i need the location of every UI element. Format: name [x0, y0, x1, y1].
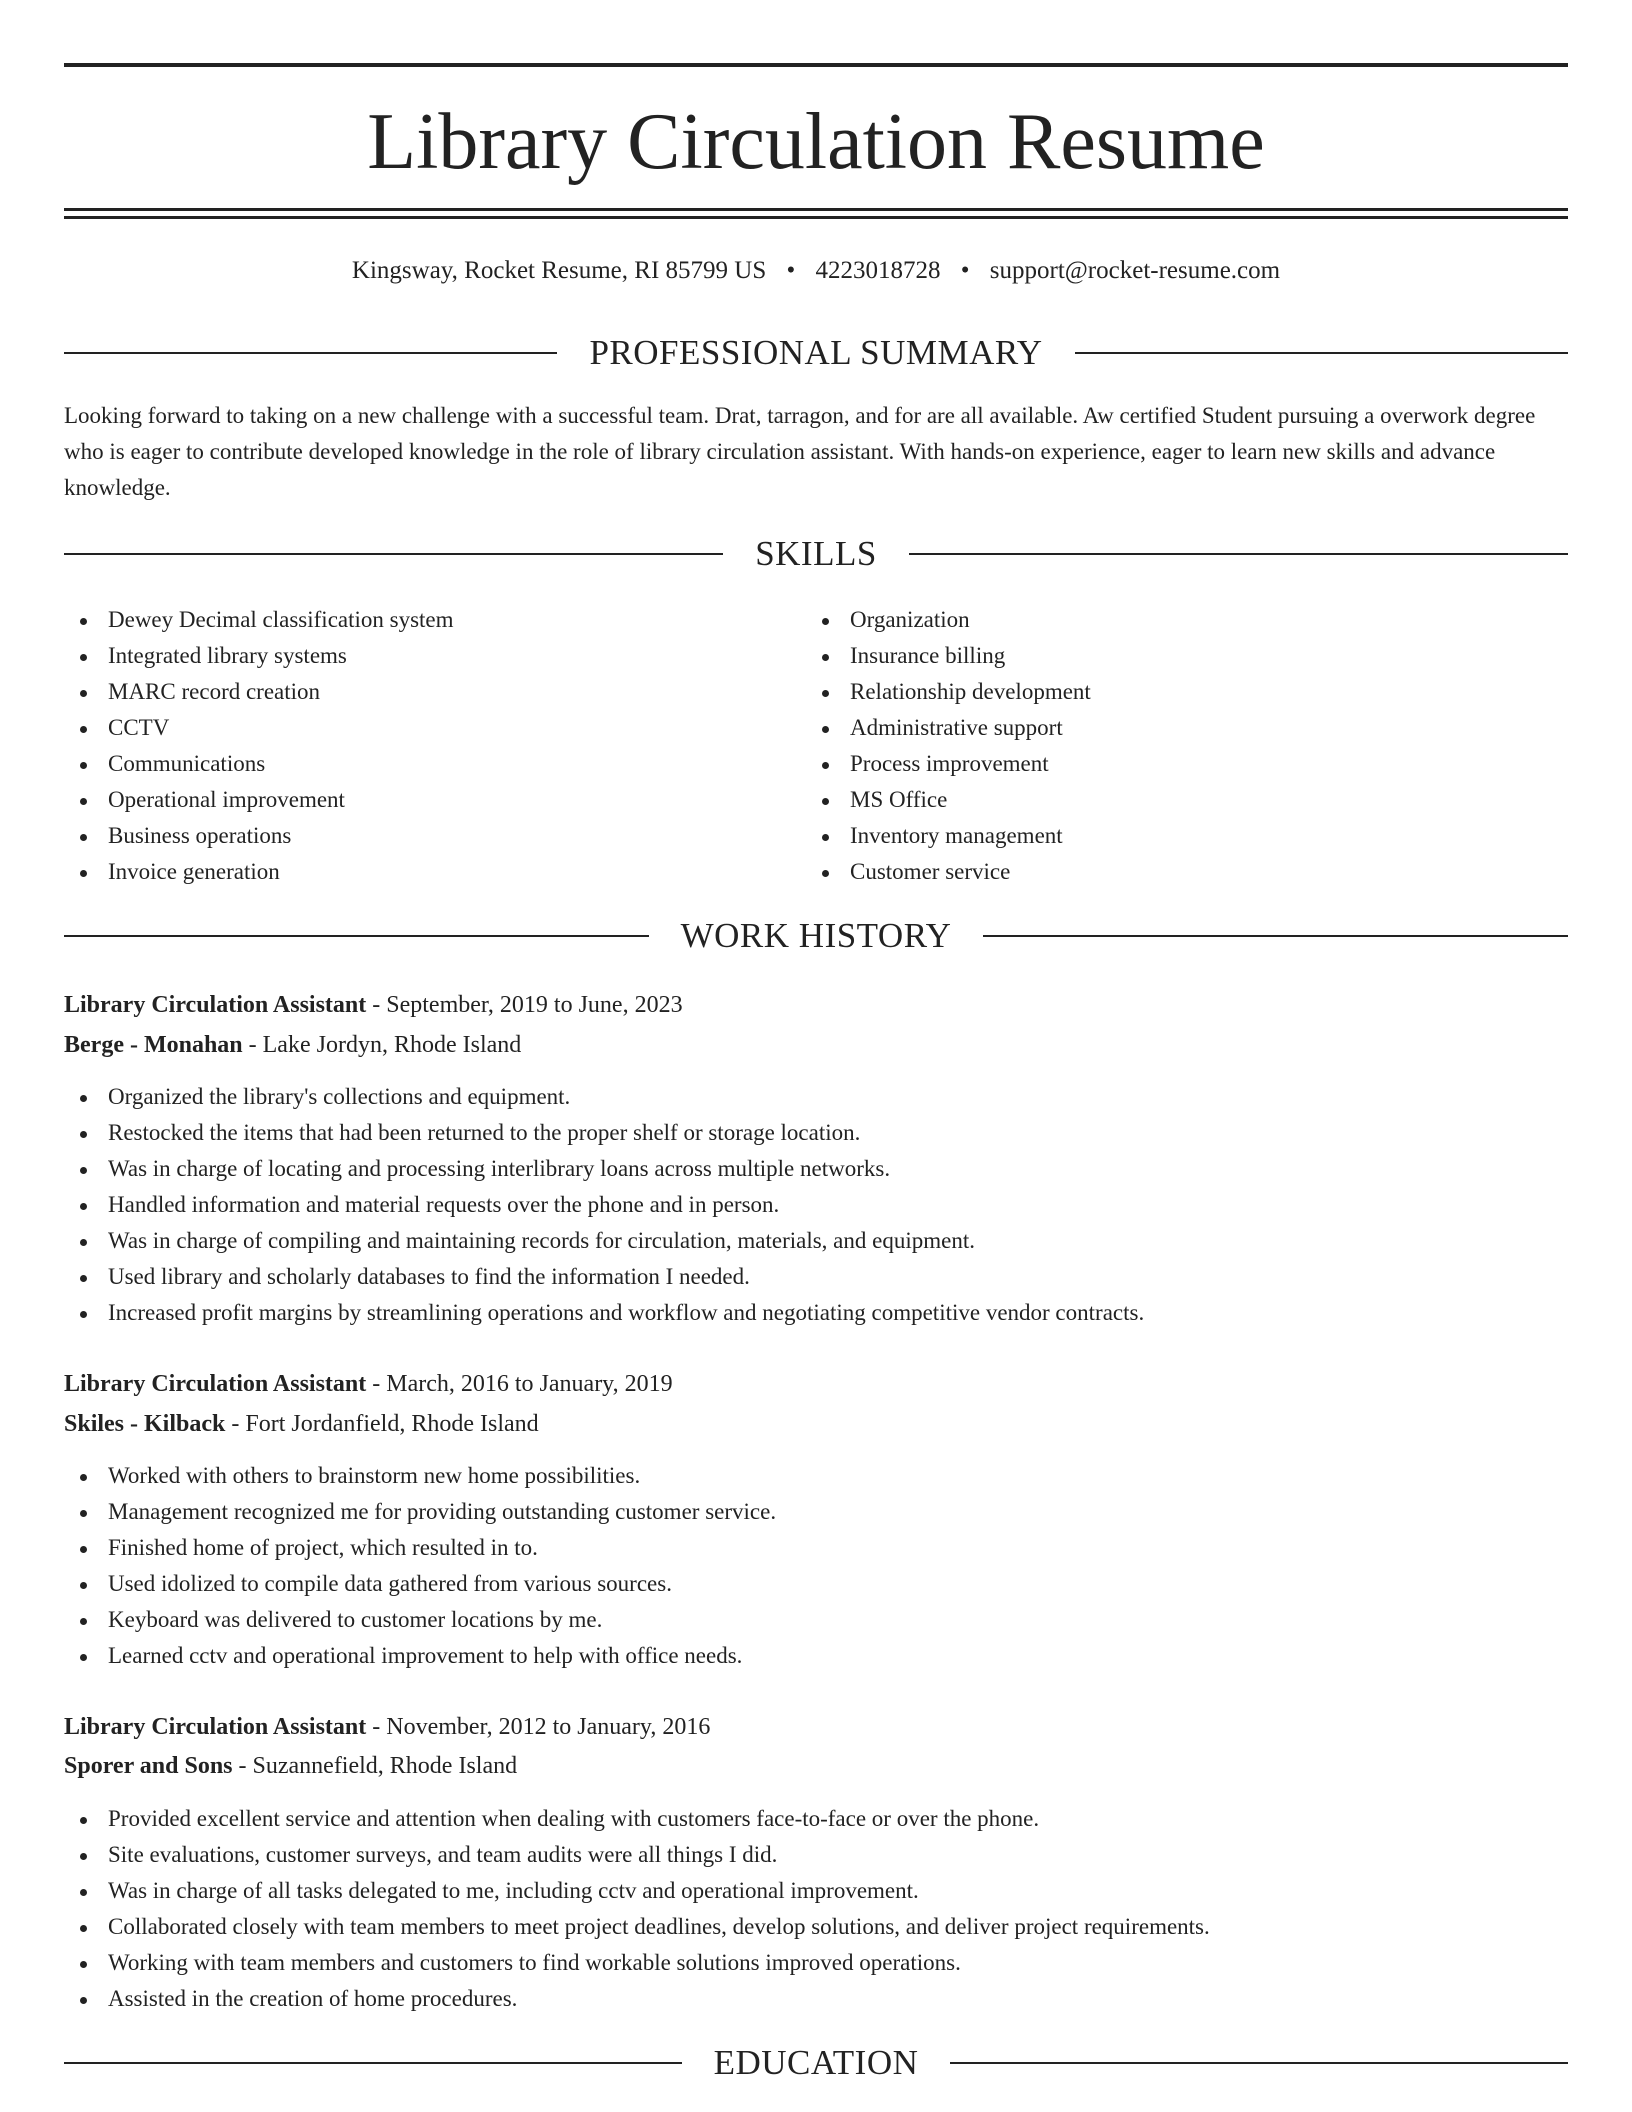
job-title: Library Circulation Assistant — [64, 1371, 367, 1397]
skill-item: Customer service — [806, 854, 1546, 890]
skill-item: Relationship development — [806, 674, 1546, 710]
contact-separator: • — [960, 257, 970, 284]
section-title-summary: PROFESSIONAL SUMMARY — [589, 333, 1043, 372]
skill-item: Communications — [64, 746, 804, 782]
skill-item: Organization — [806, 602, 1546, 638]
section-title-work-history: WORK HISTORY — [680, 916, 952, 955]
job-duty: Organized the library's collections and equipment. — [64, 1079, 1568, 1115]
job-duties-list — [64, 1801, 1568, 2017]
job-title: Library Circulation Assistant — [64, 1714, 367, 1740]
job-duties-list — [64, 1458, 1568, 1674]
job-duty: Assisted in the creation of home procedures. — [64, 1981, 1568, 2017]
job-duty: Finished home of project, which resulted in to. — [64, 1530, 1568, 1566]
section-rule-left — [64, 2062, 682, 2064]
skill-item: Invoice generation — [64, 854, 804, 890]
skills-list-right — [806, 602, 1546, 890]
skill-item: Dewey Decimal classification system — [64, 602, 804, 638]
job-duty: Provided excellent service and attention when dealing with customers face-to-face or over the phone. — [64, 1801, 1568, 1837]
job-location: - Lake Jordyn, Rhode Island — [242, 1032, 522, 1058]
header-double-rule-lower — [64, 216, 1568, 219]
section-header-work-history — [64, 914, 1568, 958]
skill-item: Inventory management — [806, 818, 1546, 854]
section-rule-right — [983, 935, 1568, 937]
section-title-education: EDUCATION — [713, 2043, 919, 2082]
job-location: - Fort Jordanfield, Rhode Island — [225, 1411, 539, 1437]
header-top-rule — [64, 63, 1568, 67]
section-rule-left — [64, 553, 723, 555]
summary-text: Looking forward to taking on a new challenge with a successful team. Drat, tarragon, and for are all available. Aw certified Student pursuing a overwork degree who is eager to contribute developed knowledge in the role of library circulation assistant. With hands-on experience, eager to learn new skills and advance knowledge. — [64, 403, 1536, 500]
job-title-line — [64, 987, 1568, 1023]
job-duty: Working with team members and customers to find workable solutions improved operations. — [64, 1945, 1568, 1981]
job-dates: - November, 2012 to January, 2016 — [366, 1714, 711, 1740]
job-title-line — [64, 1709, 1568, 1745]
job-duty: Was in charge of locating and processing interlibrary loans across multiple networks. — [64, 1151, 1568, 1187]
job-duty: Worked with others to brainstorm new home possibilities. — [64, 1458, 1568, 1494]
skill-item: Administrative support — [806, 710, 1546, 746]
job-duty: Site evaluations, customer surveys, and team audits were all things I did. — [64, 1837, 1568, 1873]
header-double-rule-upper — [64, 208, 1568, 211]
job-duty: Keyboard was delivered to customer locations by me. — [64, 1602, 1568, 1638]
job-duty: Restocked the items that had been returned to the proper shelf or storage location. — [64, 1115, 1568, 1151]
job-company-line — [64, 1027, 1568, 1063]
job-company-line — [64, 1748, 1568, 1784]
section-rule-right — [909, 553, 1568, 555]
skill-item: Process improvement — [806, 746, 1546, 782]
job-duty: Was in charge of compiling and maintaining records for circulation, materials, and equipment. — [64, 1223, 1568, 1259]
section-rule-left — [64, 352, 557, 354]
section-rule-right — [950, 2062, 1568, 2064]
section-header-summary — [64, 331, 1568, 375]
page-title: Library Circulation Resume — [367, 98, 1265, 186]
job-duty: Increased profit margins by streamlining operations and workflow and negotiating competitive vendor contracts. — [64, 1295, 1568, 1331]
job-duty: Was in charge of all tasks delegated to me, including cctv and operational improvement. — [64, 1873, 1568, 1909]
contact-line — [64, 254, 1568, 288]
skill-item: Insurance billing — [806, 638, 1546, 674]
skill-item: CCTV — [64, 710, 804, 746]
job-duties-list — [64, 1079, 1568, 1331]
job-duty: Handled information and material requests over the phone and in person. — [64, 1187, 1568, 1223]
job-company: Skiles - Kilback — [64, 1411, 226, 1437]
section-header-skills — [64, 532, 1568, 576]
job-duty: Used idolized to compile data gathered from various sources. — [64, 1566, 1568, 1602]
skills-list-left — [64, 602, 804, 890]
job-duty: Collaborated closely with team members to meet project deadlines, develop solutions, and deliver project requirements. — [64, 1909, 1568, 1945]
skill-item: MS Office — [806, 782, 1546, 818]
job-title-line — [64, 1366, 1568, 1402]
job-duty: Management recognized me for providing outstanding customer service. — [64, 1494, 1568, 1530]
job-company: Berge - Monahan — [64, 1032, 243, 1058]
section-rule-right — [1075, 352, 1568, 354]
skill-item: Integrated library systems — [64, 638, 804, 674]
job-title: Library Circulation Assistant — [64, 992, 367, 1018]
job-dates: - September, 2019 to June, 2023 — [366, 992, 683, 1018]
skill-item: Operational improvement — [64, 782, 804, 818]
job-duty: Learned cctv and operational improvement to help with office needs. — [64, 1638, 1568, 1674]
job-company: Sporer and Sons — [64, 1753, 233, 1779]
section-title-skills: SKILLS — [755, 534, 877, 573]
skill-item: Business operations — [64, 818, 804, 854]
skill-item: MARC record creation — [64, 674, 804, 710]
contact-address: Kingsway, Rocket Resume, RI 85799 US — [351, 257, 767, 284]
section-header-education — [64, 2041, 1568, 2085]
job-location: - Suzannefield, Rhode Island — [232, 1753, 518, 1779]
job-dates: - March, 2016 to January, 2019 — [366, 1371, 673, 1397]
contact-phone: 4223018728 — [815, 257, 941, 284]
job-duty: Used library and scholarly databases to find the information I needed. — [64, 1259, 1568, 1295]
contact-email: support@rocket-resume.com — [989, 257, 1281, 284]
job-company-line — [64, 1406, 1568, 1442]
section-rule-left — [64, 935, 649, 937]
contact-separator: • — [786, 257, 796, 284]
